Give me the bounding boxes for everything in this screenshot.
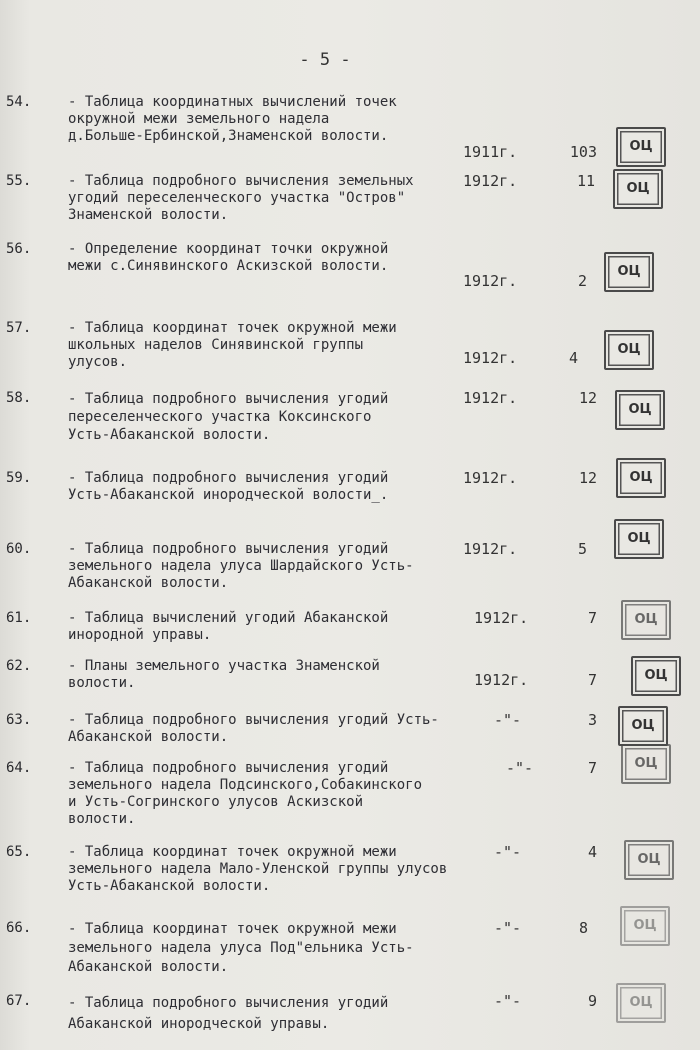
oc-stamp: ОЦ [613,169,663,209]
entry-title: - Таблица координат точек окружной межи земельного надела улуса Под"ельника Усть-Абаканской волости. [68,921,414,975]
entry-number: 55. [6,173,32,189]
entry-number: 59. [6,470,32,486]
entry-page-count: 5 [577,540,587,558]
entry-year: -"- [494,711,522,729]
oc-stamp: ОЦ [621,744,671,784]
entry-title: - Таблица координат точек окружной межи земельного надела Мало-Уленской группы улусов Усть-Абаканской волости. [68,844,448,894]
entry-title: - Таблица подробного вычисления угодий Усть-Абаканской инородческой волости_. [68,470,389,503]
entry-number: 67. [6,993,32,1009]
entry-year: -"- [506,759,534,777]
entry-page-count: 12 [578,469,597,487]
entry-title: - Таблица координат точек окружной межи школьных наделов Синявинской группы улусов. [68,320,397,370]
entry-year: 1911г. [463,143,518,161]
entry-page-count: 11 [576,172,595,190]
entry-number: 60. [6,541,32,557]
oc-stamp: ОЦ [620,906,670,946]
entry-number: 63. [6,712,32,728]
oc-stamp: ОЦ [604,252,654,292]
entry-title: - Таблица координатных вычислений точек окружной межи земельного надела д.Больше-Ербинской,Знаменской волости. [68,94,397,144]
entry-title: - Планы земельного участка Знаменской волости. [68,658,380,691]
oc-stamp: ОЦ [614,519,664,559]
oc-stamp: ОЦ [621,600,671,640]
entry-title: - Таблица подробного вычисления земельных угодий переселенческого участка "Остров" Знаменской волости. [68,173,414,223]
entry-year: 1912г. [463,272,518,290]
entry-page-count: 103 [569,143,597,161]
entry-number: 64. [6,760,32,776]
entry-title: - Таблица подробного вычисления угодий Абаканской инородческой управы. [68,995,389,1032]
oc-stamp: ОЦ [631,656,681,696]
entry-year: 1912г. [463,540,518,558]
entry-title: - Таблица подробного вычисления угодий земельного надела улуса Шардайского Усть-Абаканской волости. [68,541,414,591]
oc-stamp: ОЦ [616,983,666,1023]
entry-year: 1912г. [463,172,518,190]
oc-stamp: ОЦ [604,330,654,370]
page-number: - 5 - [299,50,351,70]
entry-page-count: 8 [578,919,588,937]
entry-number: 57. [6,320,32,336]
entry-year: 1912г. [463,349,518,367]
entry-page-count: 4 [587,843,597,861]
entry-year: -"- [494,992,522,1010]
entry-year: 1912г. [474,671,529,689]
entry-page-count: 7 [587,671,597,689]
entry-page-count: 2 [577,272,587,290]
entry-title: - Определение координат точки окружной межи с.Синявинского Аскизской волости. [68,241,389,274]
entry-page-count: 7 [587,609,597,627]
oc-stamp: ОЦ [615,390,665,430]
oc-stamp: ОЦ [616,458,666,498]
entry-page-count: 4 [568,349,578,367]
entry-number: 65. [6,844,32,860]
oc-stamp: ОЦ [624,840,674,880]
entry-year: -"- [494,919,522,937]
entry-page-count: 7 [587,759,597,777]
entry-title: - Таблица подробного вычисления угодий переселенческого участка Коксинского Усть-Абаканской волости. [68,391,389,443]
entry-year: 1912г. [474,609,529,627]
entry-page-count: 12 [578,389,597,407]
entry-year: 1912г. [463,469,518,487]
entry-title: - Таблица вычислений угодий Абаканской инородной управы. [68,610,389,643]
entry-page-count: 3 [587,711,597,729]
entry-number: 62. [6,658,32,674]
entry-title: - Таблица подробного вычисления угодий земельного надела Подсинского,Собакинского и Усть-Согринского улусов Аскизской волости. [68,760,423,827]
entry-number: 61. [6,610,32,626]
entry-number: 66. [6,920,32,936]
entry-year: -"- [494,843,522,861]
entry-title: - Таблица подробного вычисления угодий Усть-Абаканской волости. [68,712,439,745]
entry-page-count: 9 [587,992,597,1010]
entry-number: 54. [6,94,32,110]
oc-stamp: ОЦ [618,706,668,746]
entry-number: 56. [6,241,32,257]
entry-number: 58. [6,390,32,406]
oc-stamp: ОЦ [616,127,666,167]
entry-year: 1912г. [463,389,518,407]
